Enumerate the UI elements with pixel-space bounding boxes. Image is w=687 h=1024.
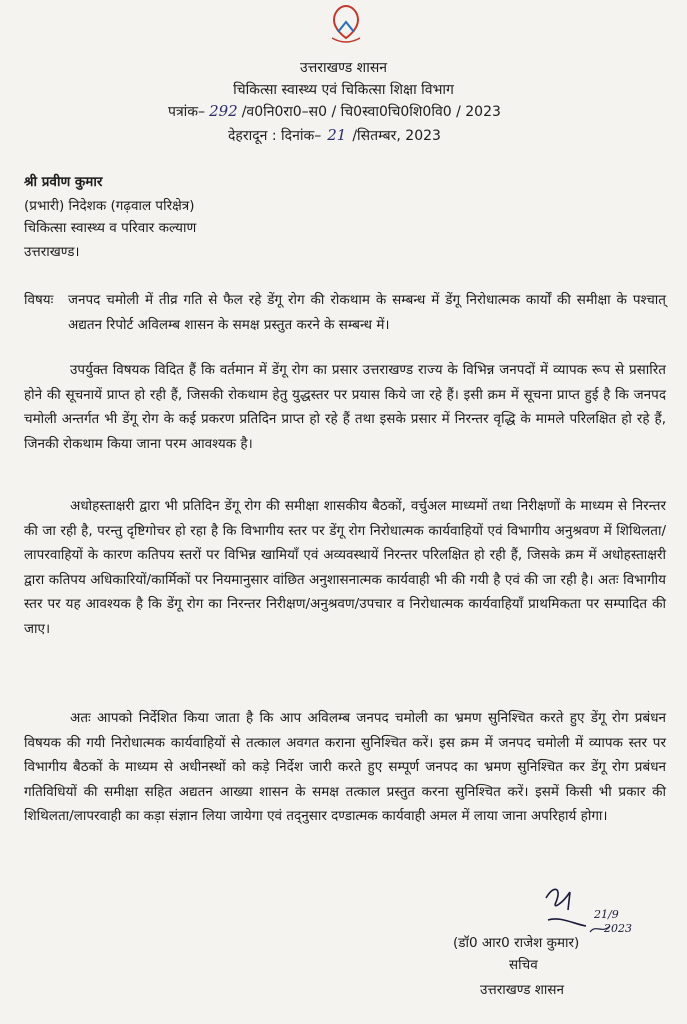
recipient-designation: (प्रभारी) निदेशक (गढ़वाल परिक्षेत्र) [24, 198, 195, 214]
subject-block [24, 288, 666, 338]
subject-text: जनपद चमोली में तीव्र गति से फैल रहे डेंगू रोग की रोकथाम के सम्बन्ध में डेंगू निरोधात्मक कार्यों की समीक्षा के पश्चात् अद्यतन रिपोर्ट अविलम्ब शासन के समक्ष प्रस्तुत करने के सम्बन्ध में। [68, 292, 666, 333]
letter-reference [168, 102, 501, 121]
recipient-state: उत्तराखण्ड। [24, 244, 80, 260]
signatory-org: उत्तराखण्ड शासन [480, 982, 565, 998]
date-suffix: /सितम्बर, 2023 [352, 128, 441, 144]
uttarakhand-emblem-icon [318, 2, 374, 48]
ref-prefix: पत्रांक– [168, 104, 206, 120]
date-prefix: देहरादून : दिनांक– [228, 128, 322, 144]
ref-number: 292 [209, 102, 238, 120]
body-paragraph-3: अतः आपको निर्देशित किया जाता है कि आप अविलम्ब जनपद चमोली का भ्रमण सुनिश्चित करते हुए डेंगू रोग प्रबंधन विषयक की गयी निरोधात्मक कार्यवाहियों से तत्काल अवगत कराना सुनिश्चित करें। इस क्रम में जनपद चमोली में व्यापक स्तर पर विभागीय बैठकों के माध्यम से अधीनस्थों को कड़े निर्देश जारी करते हुए सम्पूर्ण जनपद का भ्रमण सुनिश्चित कर डेंगू रोग प्रबंधन गतिविधियों की समीक्षा सहित अद्यतन आख्या शासन के समक्ष तत्काल प्रस्तुत करना सुनिश्चित करें। इसमें किसी भी प्रकार की शिथिलता/लापरवाही का कड़ा संज्ञान लिया जायेगा एवं तद्नुसार दण्डात्मक कार्यवाही अमल में लाया जाना अपरिहार्य होगा। [24, 710, 666, 824]
svg-text:21/9: 21/9 [594, 908, 619, 921]
svg-text:2023: 2023 [604, 922, 632, 935]
recipient-department: चिकित्सा स्वास्थ्य व परिवार कल्याण [24, 220, 197, 236]
signatory-designation: सचिव [509, 957, 538, 973]
org-header: उत्तराखण्ड शासन [299, 60, 388, 76]
department-header: चिकित्सा स्वास्थ्य एवं चिकित्सा शिक्षा विभाग [233, 82, 454, 98]
body-paragraph-2: अधोहस्ताक्षरी द्वारा भी प्रतिदिन डेंगू रोग की समीक्षा शासकीय बैठकों, वर्चुअल माध्यमों तथा निरीक्षणों के माध्यम से निरन्तर की जा रही है, परन्तु दृष्टिगोचर हो रहा है कि विभागीय स्तर पर डेंगू रोग निरोधात्मक कार्यवाहियों एवं विभागीय अनुश्रवण में शिथिलता/लापरवाहियों के कारण कतिपय स्तरों पर विभिन्न खामियाँ एवं अव्यवस्थायें निरन्तर परिलक्षित हो रही हैं, जिसके क्रम में अधोहस्ताक्षरी द्वारा कतिपय अधिकारियों/कार्मिकों पर नियमानुसार वांछित अनुशासनात्मक कार्यवाही भी की गयी है एवं की जा रही है। अतः विभागीय स्तर पर यह आवश्यक है कि डेंगू रोग का निरन्तर निरीक्षण/अनुश्रवण/उपचार व निरोधात्मक कार्यवाहियाँ प्राथमिकता पर सम्पादित की जाए। [24, 498, 666, 637]
date-day: 21 [327, 126, 347, 144]
letter-date [228, 126, 441, 145]
body-paragraph-1: उपर्युक्त विषयक विदित हैं कि वर्तमान में डेंगू रोग का प्रसार उत्तराखण्ड राज्य के विभिन्न जनपदों में व्यापक रूप से प्रसारित होने की सूचनायें प्राप्त हो रही हैं, जिसकी रोकथाम हेतु युद्धस्तर पर प्रयास किये जा रहे हैं। इसी क्रम में सूचना प्राप्त हुई है कि जनपद चमोली अन्तर्गत भी डेंगू रोग के कई प्रकरण प्रतिदिन प्राप्त हो रहे हैं तथा इसके प्रसार में निरन्तर वृद्धि के मामले परिलक्षित हो रहे हैं, जिनकी रोकथाम किया जाना परम आवश्यक है। [24, 362, 666, 452]
recipient-name: श्री प्रवीण कुमार [24, 174, 103, 190]
ref-suffix: /व0नि0रा0–स0 / चि0स्वा0चि0शि0वि0 / 2023 [241, 104, 501, 120]
signatory-name: (डॉ0 आर0 राजेश कुमार) [453, 935, 580, 951]
subject-label: विषयः [24, 292, 54, 308]
